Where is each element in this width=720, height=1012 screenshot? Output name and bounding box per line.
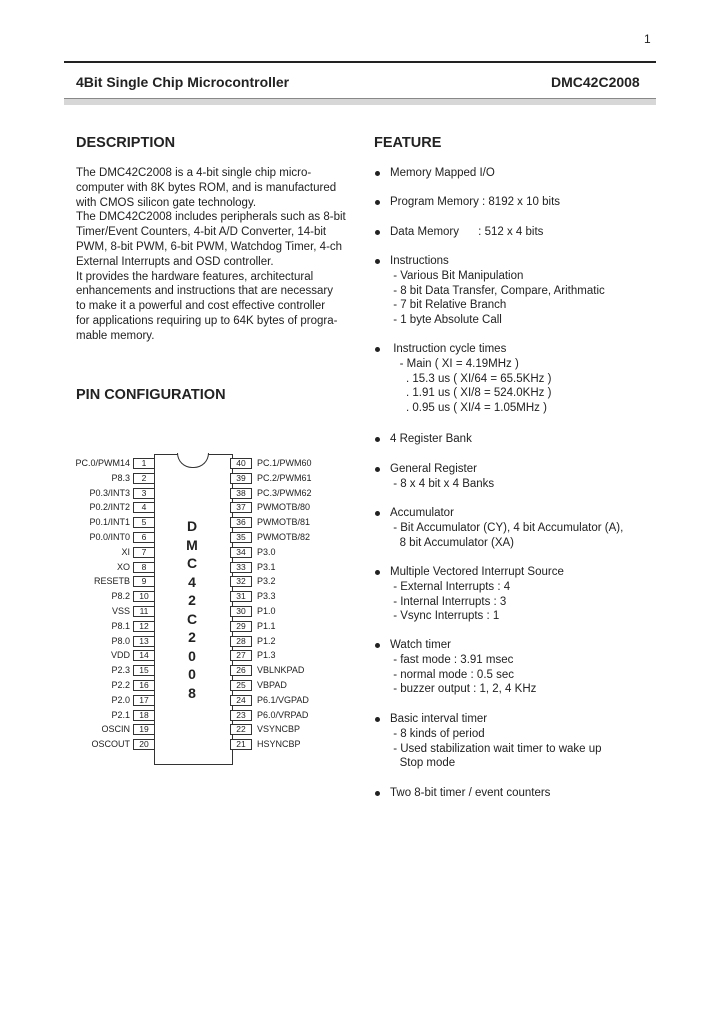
pin-number-left: 7 (133, 547, 155, 558)
pin-name-left: P2.3 (111, 665, 130, 676)
chip-label-char: M (186, 536, 198, 553)
feature-bullet-icon (375, 643, 380, 648)
feature-bullet-icon (375, 467, 380, 472)
pin-name-right: P3.2 (257, 576, 276, 587)
description-line: mable memory. (76, 329, 155, 342)
pin-number-left: 12 (133, 621, 155, 632)
feature-line: - 1 byte Absolute Call (390, 314, 502, 327)
pin-number-left: 13 (133, 636, 155, 647)
feature-line: - fast mode : 3.91 msec (390, 653, 514, 666)
feature-line: General Register (390, 463, 477, 475)
pin-number-right: 34 (230, 547, 252, 558)
feature-bullet-icon (375, 717, 380, 722)
pin-number-right: 36 (230, 517, 252, 528)
pin-name-left: PC.0/PWM14 (75, 458, 130, 468)
pin-name-left: P2.1 (111, 709, 130, 720)
pin-number-right: 33 (230, 562, 252, 573)
description-line: to make it a powerful and cost effective controller (76, 300, 326, 313)
pin-name-left: P0.3/INT3 (89, 487, 130, 498)
pin-name-right: P1.1 (257, 620, 276, 631)
feature-line: . 0.95 us ( XI/4 = 1.05MHz ) (390, 402, 547, 415)
feature-bullet-icon (375, 437, 380, 442)
feature-line: - External Interrupts : 4 (390, 580, 511, 593)
feature-line: Data Memory : 512 x 4 bits (390, 226, 544, 238)
feature-bullet-icon (375, 200, 380, 205)
pin-name-right: P3.3 (257, 591, 276, 602)
chip-label-char: 0 (188, 647, 196, 664)
pin-number-right: 24 (230, 695, 252, 706)
pin-number-left: 2 (133, 473, 155, 484)
feature-line: - 8 kinds of period (390, 727, 485, 740)
header-rule-top (64, 61, 656, 63)
pin-name-right: PWMOTB/81 (257, 517, 311, 528)
chip-label-char: C (186, 555, 198, 571)
pin-number-right: 23 (230, 710, 252, 721)
pin-number-right: 35 (230, 532, 252, 543)
page-number: 1 (644, 32, 651, 46)
chip-label-char: C (186, 610, 198, 627)
feature-line: Watch timer (390, 639, 451, 651)
pin-name-right: VBPAD (257, 680, 287, 690)
pin-name-left: RESETB (93, 576, 130, 587)
description-line: The DMC42C2008 includes peripherals such as 8-bit (76, 211, 346, 224)
pin-name-right: PWMOTB/80 (257, 502, 311, 513)
pin-name-right: P3.0 (257, 546, 276, 557)
description-line: computer with 8K bytes ROM, and is manufactured (76, 181, 337, 194)
feature-line: - Main ( XI = 4.19MHz ) (390, 357, 519, 370)
header-rule-bottom (64, 98, 656, 105)
pin-number-right: 30 (230, 606, 252, 617)
document-title: 4Bit Single Chip Microcontroller (76, 74, 290, 90)
pin-name-right: PC.1/PWM60 (257, 458, 312, 468)
feature-line: 4 Register Bank (390, 433, 472, 445)
feature-line: - Used stabilization wait timer to wake up (390, 742, 602, 755)
feature-line: 8 bit Accumulator (XA) (390, 536, 514, 549)
feature-line: Program Memory : 8192 x 10 bits (390, 196, 561, 208)
feature-line: Instruction cycle times (390, 343, 507, 355)
feature-line: Instructions (390, 255, 449, 267)
chip-label-char: 0 (188, 666, 196, 682)
pin-number-right: 31 (230, 591, 252, 602)
description-heading: DESCRIPTION (76, 135, 176, 151)
pin-name-right: PC.3/PWM62 (257, 487, 312, 498)
feature-line: . 1.91 us ( XI/8 = 524.0KHz ) (390, 387, 552, 400)
feature-line: - Vsync Interrupts : 1 (390, 610, 500, 623)
feature-line: - normal mode : 0.5 sec (390, 668, 514, 681)
pin-name-left: P8.3 (111, 472, 130, 483)
pin-number-left: 8 (133, 562, 155, 573)
pin-number-right: 40 (230, 458, 252, 469)
pin-name-right: P6.1/VGPAD (257, 694, 309, 705)
pin-name-right: HSYNCBP (257, 739, 301, 750)
feature-bullet-icon (375, 230, 380, 235)
pin-number-left: 3 (133, 488, 155, 499)
pin-number-left: 19 (133, 724, 155, 735)
description-line: PWM, 8-bit PWM, 6-bit PWM, Watchdog Timer, 4-ch (76, 241, 343, 253)
pin-name-left: P8.2 (111, 591, 130, 602)
pin-name-right: P6.0/VRPAD (257, 709, 309, 720)
pin-number-left: 15 (133, 665, 155, 676)
pin-name-left: OSCIN (101, 724, 130, 735)
feature-bullet-icon (375, 347, 380, 352)
pin-config-heading: PIN CONFIGURATION (76, 387, 226, 403)
pin-name-left: XI (121, 546, 130, 557)
feature-line: - Various Bit Manipulation (390, 269, 524, 282)
pin-name-right: PWMOTB/82 (257, 532, 311, 542)
feature-line: Two 8-bit timer / event counters (390, 787, 551, 799)
description-line: enhancements and instructions that are necessary (76, 285, 333, 298)
description-line: for applications requiring up to 64K bytes of progra- (76, 315, 338, 327)
feature-heading: FEATURE (374, 135, 442, 151)
pin-name-left: P0.2/INT2 (89, 502, 130, 513)
pin-number-left: 4 (133, 502, 155, 513)
chip-label-char: 2 (188, 592, 196, 608)
feature-line: Stop mode (390, 757, 456, 770)
pin-number-left: 11 (133, 606, 155, 617)
description-line: External Interrupts and OSD controller. (76, 255, 274, 268)
pin-number-left: 5 (133, 517, 155, 528)
pin-name-left: P0.1/INT1 (89, 517, 130, 528)
pin-name-left: P2.0 (111, 694, 130, 705)
feature-line: . 15.3 us ( XI/64 = 65.5KHz ) (390, 372, 552, 385)
pin-number-right: 26 (230, 665, 252, 676)
feature-line: - 8 bit Data Transfer, Compare, Arithmatic (390, 284, 605, 297)
pin-number-right: 22 (230, 724, 252, 735)
feature-bullet-icon (375, 570, 380, 575)
feature-line: - Internal Interrupts : 3 (390, 595, 507, 608)
pin-number-right: 38 (230, 488, 252, 499)
pin-name-left: OSCOUT (91, 739, 130, 750)
pin-name-right: VBLNKPAD (257, 665, 305, 676)
pin-name-right: P1.2 (257, 635, 276, 646)
pin-number-right: 27 (230, 650, 252, 661)
pin-name-left: VSS (111, 606, 130, 616)
pin-number-right: 25 (230, 680, 252, 691)
pin-number-right: 28 (230, 636, 252, 647)
feature-line: Multiple Vectored Interrupt Source (390, 566, 564, 578)
feature-bullet-icon (375, 511, 380, 516)
feature-line: Basic interval timer (390, 713, 488, 725)
pin-name-left: P0.0/INT0 (89, 532, 130, 542)
pin-name-left: P8.0 (111, 635, 130, 646)
pin-number-left: 18 (133, 710, 155, 721)
pin-name-right: P1.0 (257, 606, 276, 616)
pin-number-right: 21 (230, 739, 252, 750)
feature-line: - buzzer output : 1, 2, 4 KHz (390, 683, 537, 696)
pin-name-right: VSYNCBP (257, 724, 301, 735)
feature-line: - Bit Accumulator (CY), 4 bit Accumulator (A), (390, 521, 624, 534)
pin-number-left: 1 (133, 458, 155, 469)
pin-number-left: 14 (133, 650, 155, 661)
feature-line: - 7 bit Relative Branch (390, 299, 507, 312)
pin-name-right: PC.2/PWM61 (257, 472, 312, 483)
pin-name-left: XO (116, 561, 130, 572)
pin-number-right: 37 (230, 502, 252, 513)
pin-name-left: P8.1 (111, 620, 130, 631)
pin-name-right: P1.3 (257, 650, 276, 661)
chip-body (154, 454, 233, 765)
pin-number-left: 16 (133, 680, 155, 691)
pin-number-left: 17 (133, 695, 155, 706)
pin-name-left: VDD (110, 650, 130, 661)
pin-number-left: 20 (133, 739, 155, 750)
chip-label-char: 8 (188, 684, 196, 701)
feature-line: - 8 x 4 bit x 4 Banks (390, 477, 495, 490)
pin-number-right: 39 (230, 473, 252, 484)
pin-name-right: P3.1 (257, 561, 276, 572)
pin-name-left: P2.2 (111, 680, 130, 690)
feature-bullet-icon (375, 791, 380, 796)
chip-label-char: 2 (188, 629, 196, 645)
pin-number-left: 6 (133, 532, 155, 543)
chip-label-char: D (186, 518, 198, 534)
description-line: Timer/Event Counters, 4-bit A/D Converter, 14-bit (76, 226, 327, 239)
chip-label-char: 4 (188, 573, 196, 590)
description-line: It provides the hardware features, architectural (76, 270, 314, 283)
part-number: DMC42C2008 (551, 74, 640, 90)
pin-number-right: 32 (230, 576, 252, 587)
description-line: with CMOS silicon gate technology. (76, 196, 257, 209)
pin-number-left: 9 (133, 576, 155, 587)
pin-number-left: 10 (133, 591, 155, 602)
feature-line: Accumulator (390, 507, 454, 519)
pin-number-right: 29 (230, 621, 252, 632)
feature-line: Memory Mapped I/O (390, 167, 495, 179)
description-line: The DMC42C2008 is a 4-bit single chip micro- (76, 167, 312, 179)
feature-bullet-icon (375, 259, 380, 264)
feature-bullet-icon (375, 171, 380, 176)
